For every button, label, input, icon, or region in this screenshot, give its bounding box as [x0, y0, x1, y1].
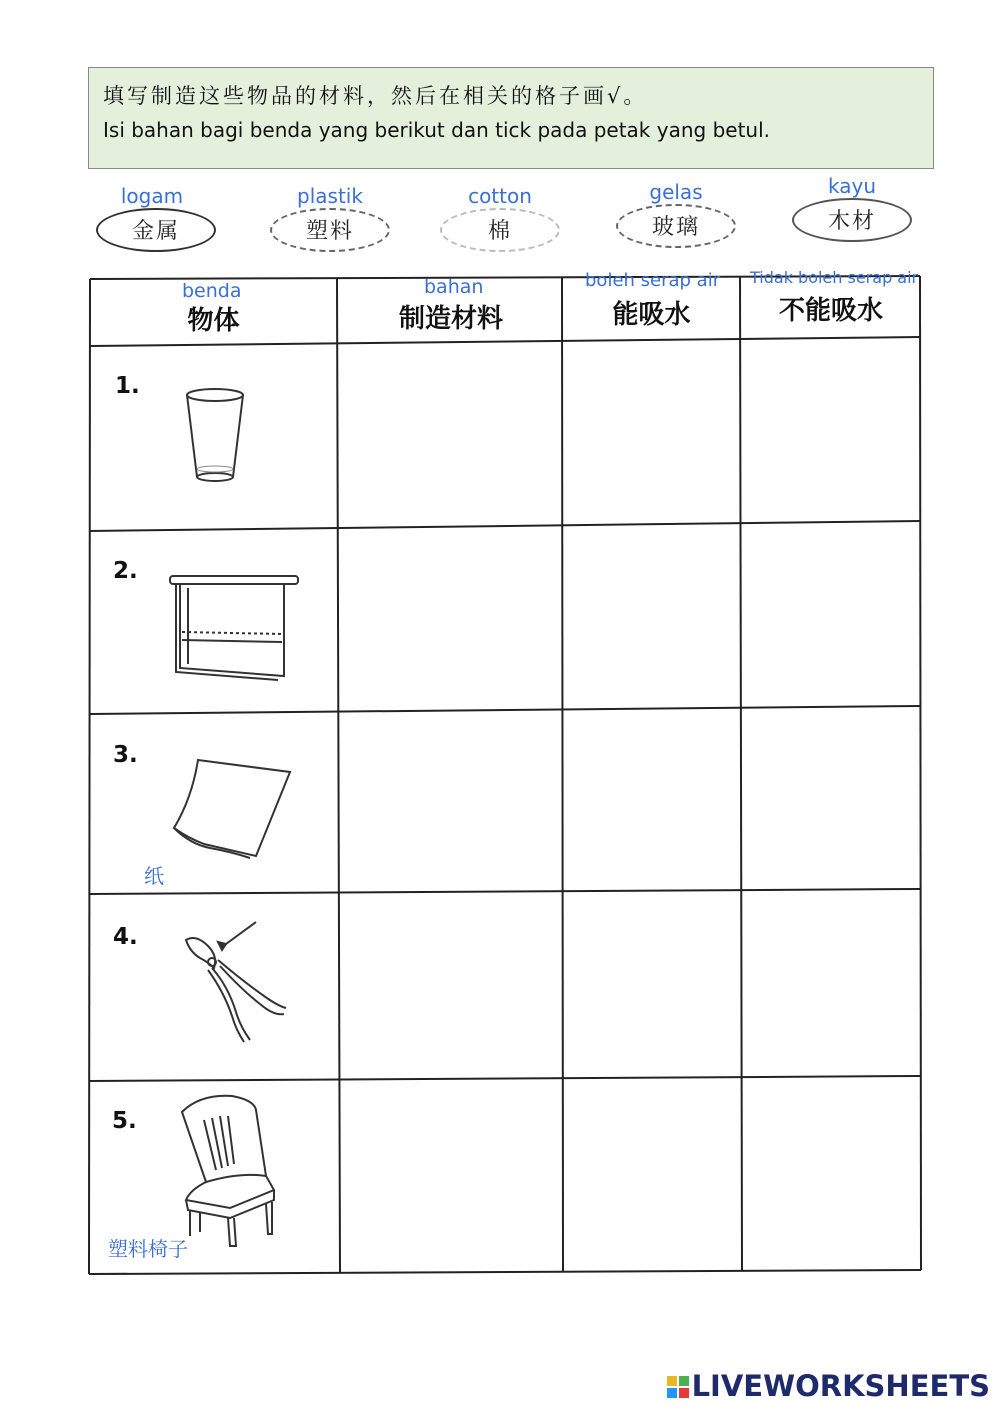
row-number: 4.: [113, 924, 138, 950]
answer-absorb-2[interactable]: [565, 526, 739, 706]
paper-icon: [170, 752, 300, 862]
material-malay: logam: [120, 184, 184, 208]
answer-material-4[interactable]: [342, 894, 560, 1076]
logo-text: LIVEWORKSHEETS: [691, 1369, 990, 1403]
item-note: 塑料椅子: [108, 1237, 188, 1261]
material-chinese: 玻璃: [651, 215, 700, 240]
header-malay: bahan: [424, 276, 484, 298]
towel-icon: [168, 568, 303, 683]
header-malay: benda: [182, 280, 242, 302]
answer-material-5[interactable]: [342, 1080, 560, 1268]
header-absorbs-water: [563, 270, 740, 331]
row-number: 3.: [113, 742, 138, 768]
material-malay: gelas: [649, 180, 703, 204]
row-number: 1.: [115, 373, 140, 399]
answer-absorb-5[interactable]: [565, 1079, 739, 1267]
answer-not-absorb-4[interactable]: [744, 891, 918, 1073]
answer-not-absorb-5[interactable]: [744, 1078, 918, 1266]
instruction-malay: Isi bahan bagi benda yang berikut dan tick pada petak yang betul.: [103, 118, 771, 142]
answer-not-absorb-1[interactable]: [744, 340, 918, 522]
answer-not-absorb-2[interactable]: [744, 524, 918, 704]
material-chinese: 木材: [827, 209, 876, 234]
pliers-icon: [178, 916, 293, 1046]
answer-material-3[interactable]: [342, 712, 560, 890]
row-number: 2.: [113, 558, 138, 584]
material-malay: plastik: [297, 184, 363, 208]
header-not-absorb-water: [742, 268, 920, 327]
plastic-chair-icon: [170, 1090, 285, 1250]
header-material: [340, 276, 562, 335]
header-object: [90, 280, 337, 337]
header-chinese: 不能吸水: [778, 296, 883, 326]
liveworksheets-logo: [667, 1369, 990, 1403]
answer-material-2[interactable]: [342, 528, 560, 708]
header-chinese: 能吸水: [612, 300, 691, 330]
answer-material-1[interactable]: [342, 342, 560, 524]
item-note: 纸: [144, 864, 164, 888]
material-malay: cotton: [468, 184, 532, 208]
row-number: 5.: [112, 1108, 137, 1134]
material-chinese: 棉: [487, 219, 512, 244]
answer-not-absorb-3[interactable]: [744, 708, 918, 886]
instruction-chinese: 填写制造这些物品的材料，然后在相关的格子画√。: [103, 84, 648, 108]
header-chinese: 物体: [187, 306, 240, 336]
header-malay: Tidak boleh serap air: [750, 268, 919, 287]
header-chinese: 制造材料: [398, 304, 503, 334]
glass-cup-icon: [180, 385, 250, 485]
material-chinese: 塑料: [305, 219, 354, 244]
header-malay: boleh serap air: [585, 270, 721, 291]
liveworksheets-logo-icon: [667, 1376, 689, 1398]
answer-absorb-4[interactable]: [565, 893, 739, 1075]
material-chinese: 金属: [131, 219, 180, 244]
answer-absorb-1[interactable]: [565, 342, 739, 524]
answer-absorb-3[interactable]: [565, 710, 739, 888]
material-malay: kayu: [828, 174, 876, 198]
